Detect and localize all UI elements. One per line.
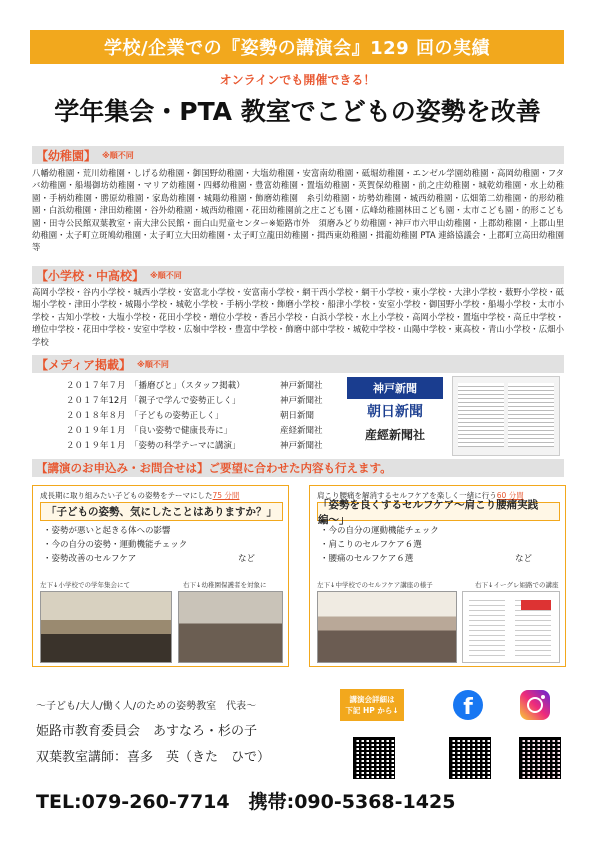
detail-note <box>340 689 404 721</box>
media-date: ２０１７年12月 <box>66 396 128 406</box>
media-row <box>66 409 360 422</box>
qr-code-facebook[interactable] <box>449 737 491 779</box>
photo-caption: 右下↓幼稚園保護者を対象に <box>183 581 267 589</box>
facebook-icon[interactable]: f <box>453 690 483 720</box>
media-article: 「姿勢の科学テーマに講演」 <box>130 441 241 451</box>
intro-text: 成長期に取り組みたい子どもの姿勢をテーマにした <box>40 491 213 500</box>
photo-caption: 左下↓小学校での学年集会にて <box>40 581 130 589</box>
qr-code-instagram[interactable] <box>519 737 561 779</box>
kobe-shimbun-logo: 神戸新聞 <box>347 377 443 399</box>
media-source: 神戸新聞社 <box>280 441 323 451</box>
detail-line: 講演会詳細は <box>349 695 395 704</box>
online-note: オンラインでも開催できる！ <box>219 73 376 87</box>
instagram-dot <box>541 695 545 699</box>
clipping-column <box>508 383 554 447</box>
intro-text: 肩こり腰痛を解消するセルフケアを楽しく一緒に行う <box>317 491 497 500</box>
lecture-duration: 75 分間 <box>212 491 240 500</box>
lecture-headline: 「姿勢を良くするセルフケア〜肩こり腰痛実践編〜」 <box>317 502 560 521</box>
media-row <box>66 424 360 437</box>
media-source: 朝日新聞 <box>280 411 315 421</box>
newspaper-clipping-image <box>452 376 560 456</box>
lecture-headline: 「子どもの姿勢、気にしたことはありますか？」 <box>40 502 283 521</box>
media-row <box>66 379 360 392</box>
media-section-head <box>32 355 564 373</box>
footer-tagline: 〜子ども/大人/働く人/のための姿勢教室 代表〜 <box>36 701 257 712</box>
media-article: 「播磨びと」（スタッフ掲載） <box>130 381 245 391</box>
school-note: ※順不同 <box>150 270 182 280</box>
lecture-intro <box>40 490 239 501</box>
media-article: 「良い姿勢で健康長寿に」 <box>130 426 233 436</box>
media-date: ２０１９年１月 <box>66 441 126 451</box>
lecture-item: ・今の自分の運動機能チェック <box>320 526 439 536</box>
school-assembly-photo <box>40 591 172 663</box>
phone-numbers: TEL:079-260-7714 携帯:090-5368-1425 <box>36 791 456 813</box>
instagram-ring <box>527 697 543 713</box>
kinder-title: 【幼稚園】 <box>36 148 97 163</box>
footer-teacher: 双葉教室講師：喜多 英（きた ひで） <box>36 750 271 765</box>
kindergarten-parents-photo <box>178 591 283 663</box>
lecture-etc: など <box>238 554 256 564</box>
lecture-box-children <box>32 485 289 667</box>
flyer-page <box>469 596 505 656</box>
flyer-image <box>462 591 560 663</box>
media-date: ２０１８年８月 <box>66 411 126 421</box>
lecture-item: ・姿勢改善のセルフケア <box>43 554 137 564</box>
lecture-item: ・今の自分の姿勢・運動機能チェック <box>43 540 188 550</box>
newspaper-logos <box>347 377 443 455</box>
sankei-shimbun-logo: 産經新聞社 <box>364 427 425 442</box>
media-row <box>66 439 360 452</box>
detail-line: 下記 HP から↓ <box>345 706 399 715</box>
media-article: 「親子で学んで姿勢正しく」 <box>130 396 241 406</box>
kinder-list: 八幡幼稚園・荒川幼稚園・しげる幼稚園・御国野幼稚園・大塩幼稚園・安富南幼稚園・砥堀幼稚園・エンゼル学園幼稚園・高岡幼稚園・フタバ幼稚園・船場御坊幼稚園・マリア幼稚園・四郷幼稚園・豊富幼稚園・置塩幼稚園・英賀保幼稚園・前之庄幼稚園・城乾幼稚園・水上幼稚園・手柄幼稚園・勝原幼稚園・家島幼稚園・城陽幼稚園・飾磨幼稚園 糸引幼稚園・坊勢幼稚園・城西幼稚園・広畑第二幼稚園・的形幼稚園・白浜幼稚園・津田幼稚園・谷外幼稚園・城西幼稚園・花田幼稚園前之庄こども園・広峰幼稚園林田こども園・太市こども園・的形こども園・田寺公民館双葉教室・南大津公民館・面白山児童センター※姫路市外 須磨みどり幼稚園・神戸市六甲山幼稚園・上郡幼稚園・上郡山里幼稚園・太子町立斑鳩幼稚園・太子町立大田幼稚園・太子町立龍田幼稚園・揖西東幼稚園・揖龍幼稚園 PTA 連絡協議会・上郡町立高田幼稚園 等 <box>32 168 573 253</box>
media-source: 産経新聞社 <box>280 426 323 436</box>
lecture-box-selfcare <box>309 485 566 667</box>
media-date: ２０１７年７月 <box>66 381 126 391</box>
lecture-item: ・姿勢が悪いと起きる体への影響 <box>43 526 171 536</box>
photo-caption: 左下↓中学校でのセルフケア講座の様子 <box>317 581 433 589</box>
media-row <box>66 394 360 407</box>
contact-bar-text: 【講演のお申込み・お問合せは】ご要望に合わせた内容も行えます。 <box>36 461 392 475</box>
media-title: 【メディア掲載】 <box>36 357 132 372</box>
lecture-etc: など <box>515 554 533 564</box>
kinder-note: ※順不同 <box>102 150 134 160</box>
lecture-item: ・腰痛のセルフケア６選 <box>320 554 414 564</box>
media-article: 「子どもの姿勢正しく」 <box>130 411 224 421</box>
page-headline: 学年集会・PTA 教室でこどもの姿勢を改善 <box>54 97 541 126</box>
asahi-shimbun-logo: 朝日新聞 <box>367 404 423 420</box>
flyer-red-label <box>521 600 551 610</box>
clipping-column <box>458 383 504 447</box>
instagram-icon[interactable] <box>520 690 550 720</box>
media-date: ２０１９年１月 <box>66 426 126 436</box>
qr-code-hp[interactable] <box>353 737 395 779</box>
media-note: ※順不同 <box>137 359 169 369</box>
media-source: 神戸新聞社 <box>280 396 323 406</box>
lecture-item: ・肩こりのセルフケア６選 <box>320 540 422 550</box>
top-banner <box>30 30 564 64</box>
contact-bar <box>32 459 564 477</box>
school-section-head <box>32 266 564 284</box>
kinder-section-head <box>32 146 564 164</box>
photo-caption: 右下↓イーグレ姫路での講座 <box>475 581 559 589</box>
lecture-duration: 60 分間 <box>496 491 524 500</box>
school-list: 高岡小学校・谷内小学校・城西小学校・安富北小学校・安富南小学校・網干西小学校・網干小学校・東小学校・大津小学校・薮野小学校・砥堀小学校・津田小学校・城陽小学校・城乾小学校・手柄小学校・飾磨小学校・船津小学校・安室小学校・御国野小学校・船場小学校・太市小学校・古知小学校・大塩小学校・花田小学校・増位小学校・香呂小学校・白浜小学校・水上小学校・高岡小学校・置塩中学校・高丘中学校・増位中学校・花田中学校・安室中学校・広嶺中学校・豊富中学校・飾磨中部中学校・城乾中学校・山陽中学校・東高校・青山小学校・広畑小学校 <box>32 287 564 347</box>
selfcare-class-photo <box>317 591 457 663</box>
banner-text: 学校/企業での『姿勢の講演会』129 回の実績 <box>104 38 490 59</box>
footer-organization: 姫路市教育委員会 あすなろ・杉の子 <box>36 724 258 739</box>
media-source: 神戸新聞社 <box>280 381 323 391</box>
school-title: 【小学校・中高校】 <box>36 268 145 283</box>
